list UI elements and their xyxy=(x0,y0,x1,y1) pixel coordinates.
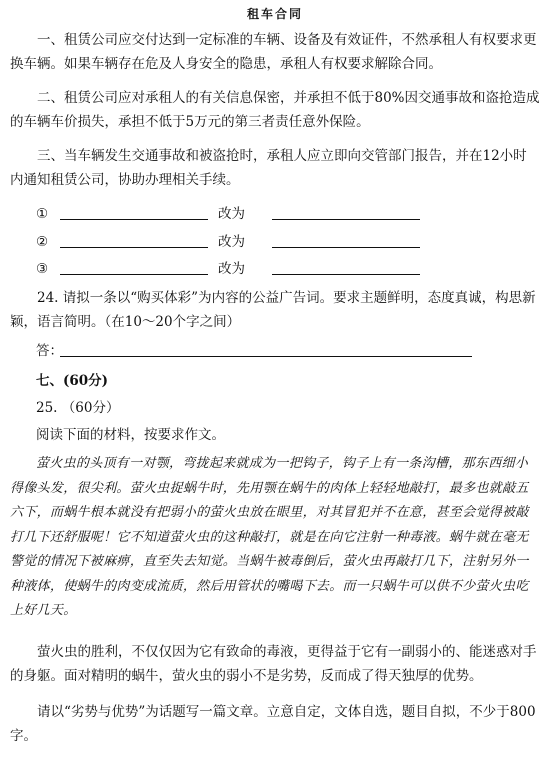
revision-marker: ② xyxy=(36,234,49,250)
revision-marker: ① xyxy=(36,206,49,222)
reading-material: 萤火虫的头顶有一对颚，弯拢起来就成为一把钩子，钩子上有一条沟槽，那东西细小得像头发，很尖利。萤火虫捉蜗牛时，先用颚在蜗牛的肉体上轻轻地敲打，最多也就敲五六下，而蜗牛根本就没有把弱小的萤火虫放在眼里，对其冒犯并不在意，甚至会觉得被敲打几下还舒服呢！它不知道萤火虫的这种敲打，就是在向它注射一种毒液。蜗牛就在毫无警觉的情况下被麻痹，直至失去知觉。当蜗牛被毒倒后，萤火虫再敲打几下，注射另外一种液体，使蜗牛的肉变成流质，然后用管状的嘴喝下去。而一只蜗牛可以供不少萤火虫吃上好几天。 xyxy=(10,456,529,618)
section-7-heading: 七、(60分) xyxy=(36,373,109,389)
revision-connector: 改为 xyxy=(218,234,245,250)
original-blank[interactable] xyxy=(60,247,208,248)
revision-connector: 改为 xyxy=(218,206,245,222)
original-blank[interactable] xyxy=(60,219,208,220)
question-24: 24. 请拟一条以“购买体彩”为内容的公益广告词。要求主题鲜明，态度真诚，构思新颖，语言简明。（在10～20个字之间） xyxy=(10,290,536,330)
essay-instruction: 阅读下面的材料，按要求作文。 xyxy=(36,427,225,443)
original-blank[interactable] xyxy=(60,274,208,275)
revision-row-3 xyxy=(36,258,396,280)
revised-blank[interactable] xyxy=(272,219,420,220)
revision-connector: 改为 xyxy=(218,261,245,277)
page-title: 租车合同 xyxy=(246,7,303,21)
clause-1: 一、租赁公司应交付达到一定标准的车辆、设备及有效证件，不然承租人有权要求更换车辆。如果车辆存在危及人身安全的隐患，承租人有权要求解除合同。 xyxy=(10,32,537,72)
revision-row-2 xyxy=(36,231,396,253)
revision-marker: ③ xyxy=(36,261,49,277)
clause-3: 三、当车辆发生交通事故和被盗抢时，承租人应立即向交管部门报告，并在12小时内通知租赁公司，协助办理相关手续。 xyxy=(10,148,527,188)
answer-blank[interactable] xyxy=(60,356,472,357)
answer-row xyxy=(36,340,486,362)
material-commentary: 萤火虫的胜利，不仅仅因为它有致命的毒液，更得益于它有一副弱小的、能迷惑对手的身躯。面对精明的蜗牛，萤火虫的弱小不是劣势，反而成了得天独厚的优势。 xyxy=(10,644,537,684)
revision-row-1 xyxy=(36,203,396,225)
answer-label: 答： xyxy=(36,343,63,359)
revised-blank[interactable] xyxy=(272,274,420,275)
clause-2: 二、租赁公司应对承租人的有关信息保密，并承担不低于80%因交通事故和盗抢造成的车辆车价损失，承担不低于5万元的第三者责任意外保险。 xyxy=(10,90,540,130)
revised-blank[interactable] xyxy=(272,247,420,248)
question-25: 25. （60分） xyxy=(36,400,120,416)
essay-prompt: 请以“劣势与优势”为话题写一篇文章。立意自定，文体自选，题目自拟，不少于800字。 xyxy=(10,704,536,744)
